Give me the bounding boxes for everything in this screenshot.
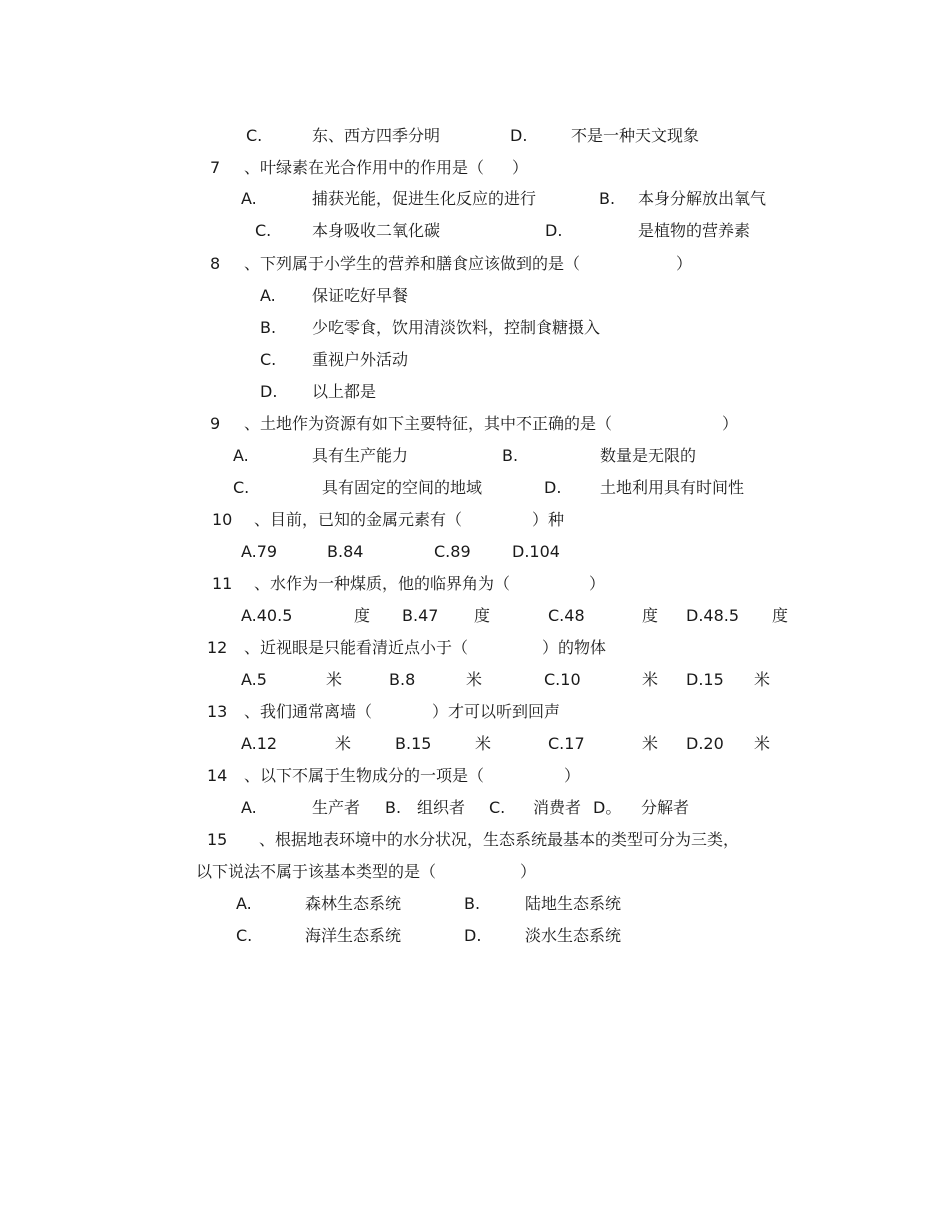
line-16-segment-4: 度: [474, 606, 491, 625]
line-1-segment-4: 不是一种天文现象: [571, 126, 700, 145]
line-17-segment-3: ）的物体: [542, 638, 607, 657]
line-24-segment-1: 以下说法不属于该基本类型的是（: [196, 862, 437, 881]
line-22-segment-4: 组织者: [417, 798, 466, 817]
line-24-segment-2: ）: [520, 862, 537, 881]
line-18-segment-4: 米: [466, 670, 483, 689]
line-22-segment-6: 消费者: [533, 798, 582, 817]
line-7-segment-2: 少吃零食，饮用清淡饮料，控制食糖摄入: [312, 318, 601, 337]
line-18-segment-2: 米: [326, 670, 343, 689]
line-18-segment-6: 米: [642, 670, 659, 689]
line-20-segment-6: 米: [642, 734, 659, 753]
line-19-segment-2: 、我们通常离墙（: [244, 702, 373, 721]
line-20-segment-3: B.15: [395, 734, 432, 753]
line-2-segment-3: ）: [512, 158, 529, 177]
line-18-segment-8: 米: [754, 670, 771, 689]
line-16-segment-8: 度: [772, 606, 789, 625]
line-4-segment-3: D.: [545, 221, 563, 240]
line-18-segment-5: C.10: [544, 670, 581, 689]
line-13-segment-1: 10: [212, 510, 233, 529]
line-23-segment-1: 15: [207, 830, 228, 849]
line-22-segment-5: C.: [489, 798, 506, 817]
line-17-segment-1: 12: [207, 638, 228, 657]
line-25-segment-3: B.: [464, 894, 481, 913]
line-14-segment-3: C.89: [434, 542, 471, 561]
line-10-segment-3: ）: [722, 414, 739, 433]
line-7-segment-1: B.: [260, 318, 277, 337]
line-22-segment-2: 生产者: [312, 798, 361, 817]
line-15-segment-3: ）: [589, 574, 606, 593]
line-25-segment-4: 陆地生态系统: [525, 894, 622, 913]
line-21-segment-3: ）: [564, 766, 581, 785]
line-8-segment-1: C.: [260, 350, 277, 369]
line-15-segment-2: 、水作为一种煤质，他的临界角为（: [254, 574, 511, 593]
line-23-segment-2: 、根据地表环境中的水分状况，生态系统最基本的类型可分为三类，: [259, 830, 740, 849]
line-18-segment-3: B.8: [389, 670, 416, 689]
line-19-segment-3: ）才可以听到回声: [432, 702, 561, 721]
line-9-segment-2: 以上都是: [312, 382, 377, 401]
line-5-segment-2: 、下列属于小学生的营养和膳食应该做到的是（: [244, 254, 581, 273]
line-14-segment-1: A.79: [241, 542, 278, 561]
line-15-segment-1: 11: [212, 574, 233, 593]
line-12-segment-3: D.: [544, 478, 562, 497]
line-11-segment-1: A.: [233, 446, 249, 465]
line-8-segment-2: 重视户外活动: [312, 350, 409, 369]
line-20-segment-2: 米: [335, 734, 352, 753]
line-3-segment-1: A.: [241, 189, 257, 208]
line-25-segment-2: 森林生态系统: [305, 894, 402, 913]
line-25-segment-1: A.: [236, 894, 252, 913]
line-3-segment-2: 捕获光能，促进生化反应的进行: [312, 189, 537, 208]
line-3-segment-4: 本身分解放出氧气: [638, 189, 767, 208]
line-26-segment-4: 淡水生态系统: [525, 926, 622, 945]
line-26-segment-2: 海洋生态系统: [305, 926, 402, 945]
line-2-segment-1: 7: [210, 158, 221, 177]
line-1-segment-3: D.: [510, 126, 528, 145]
line-20-segment-8: 米: [754, 734, 771, 753]
line-13-segment-3: ）种: [532, 510, 565, 529]
line-1-segment-2: 东、西方四季分明: [312, 126, 441, 145]
line-21-segment-2: 、以下不属于生物成分的一项是（: [244, 766, 485, 785]
line-20-segment-1: A.12: [241, 734, 278, 753]
line-6-segment-1: A.: [260, 286, 276, 305]
line-18-segment-1: A.5: [241, 670, 267, 689]
line-5-segment-1: 8: [210, 254, 221, 273]
line-11-segment-3: B.: [502, 446, 519, 465]
line-20-segment-4: 米: [475, 734, 492, 753]
line-26-segment-1: C.: [236, 926, 253, 945]
line-18-segment-7: D.15: [686, 670, 724, 689]
line-14-segment-4: D.104: [512, 542, 560, 561]
line-1-segment-1: C.: [246, 126, 263, 145]
line-4-segment-2: 本身吸收二氧化碳: [312, 221, 441, 240]
line-4-segment-4: 是植物的营养素: [638, 221, 751, 240]
line-22-segment-1: A.: [241, 798, 257, 817]
line-12-segment-2: 具有固定的空间的地域: [322, 478, 483, 497]
line-26-segment-3: D.: [464, 926, 482, 945]
line-20-segment-7: D.20: [686, 734, 724, 753]
line-16-segment-7: D.48.5: [686, 606, 740, 625]
line-13-segment-2: 、目前，已知的金属元素有（: [254, 510, 463, 529]
line-2-segment-2: 、叶绿素在光合作用中的作用是（: [244, 158, 485, 177]
line-22-segment-8: 分解者: [641, 798, 690, 817]
line-5-segment-3: ）: [676, 254, 693, 273]
line-10-segment-2: 、土地作为资源有如下主要特征，其中不正确的是（: [244, 414, 613, 433]
line-21-segment-1: 14: [207, 766, 228, 785]
line-11-segment-2: 具有生产能力: [312, 446, 409, 465]
line-11-segment-4: 数量是无限的: [600, 446, 697, 465]
line-19-segment-1: 13: [207, 702, 228, 721]
line-10-segment-1: 9: [210, 414, 221, 433]
line-9-segment-1: D.: [260, 382, 278, 401]
line-16-segment-5: C.48: [548, 606, 585, 625]
line-16-segment-2: 度: [354, 606, 371, 625]
line-16-segment-6: 度: [642, 606, 659, 625]
line-12-segment-1: C.: [233, 478, 250, 497]
line-12-segment-4: 土地利用具有时间性: [600, 478, 745, 497]
line-22-segment-7: D。: [593, 798, 622, 817]
line-4-segment-1: C.: [255, 221, 272, 240]
line-17-segment-2: 、近视眼是只能看清近点小于（: [244, 638, 469, 657]
line-22-segment-3: B.: [385, 798, 402, 817]
line-3-segment-3: B.: [599, 189, 616, 208]
line-16-segment-1: A.40.5: [241, 606, 293, 625]
line-16-segment-3: B.47: [402, 606, 439, 625]
line-20-segment-5: C.17: [548, 734, 585, 753]
line-14-segment-2: B.84: [327, 542, 364, 561]
line-6-segment-2: 保证吃好早餐: [312, 286, 409, 305]
